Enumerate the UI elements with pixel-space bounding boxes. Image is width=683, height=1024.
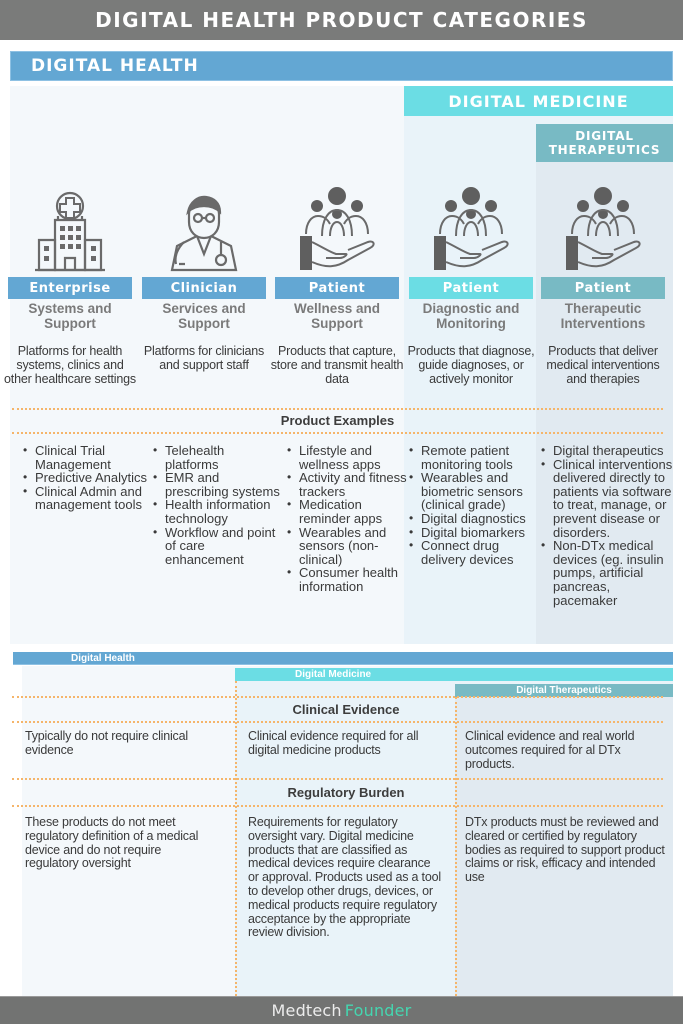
list-item: • Health information technology: [152, 498, 280, 525]
brand-name-part2: Founder: [344, 1001, 412, 1020]
divider: [12, 721, 663, 723]
category-description: Products that capture, store and transmit health data: [270, 344, 404, 386]
list-item: • EMR and prescribing systems: [152, 471, 280, 498]
examples-list-enterprise: [22, 444, 147, 512]
clinical-evidence-digital-therapeutics: Clinical evidence and real world outcomes required for al DTx products.: [465, 729, 635, 771]
patient-care-icon: [426, 186, 516, 274]
subtitle-line: Services and: [162, 301, 246, 316]
category-column-patient-wellness: [270, 186, 404, 386]
clinical-evidence-digital-medicine: Clinical evidence required for all digital medicine products: [248, 729, 419, 757]
category-subtitle: [275, 301, 399, 331]
subtitle-line: Systems and: [28, 301, 112, 316]
divider: [12, 805, 663, 807]
clinical-evidence-heading: Clinical Evidence: [292, 702, 400, 717]
regulatory-burden-digital-medicine: Requirements for regulatory oversight vary. Digital medicine products that are classified as medical devices require clearance or approval. Products used as a tool to develop other drugs, devices, or medical products require regulatory acceptance by the appropriate review division.: [248, 815, 441, 940]
regulatory-burden-digital-health: These products do not meet regulatory definition of a medical device and do not require regulatory oversight: [25, 815, 199, 871]
digital-medicine-banner: DIGITAL MEDICINE: [404, 86, 673, 116]
list-item: • Medication reminder apps: [286, 498, 408, 525]
category-description: Products that diagnose, guide diagnoses, or actively monitor: [407, 344, 535, 386]
digital-therapeutics-bar: Digital Therapeutics: [455, 684, 673, 697]
subtitle-line: Support: [311, 316, 363, 331]
patient-care-icon: [558, 186, 648, 274]
regulatory-burden-digital-therapeutics: DTx products must be reviewed and cleared or certified by regulatory bodies as required to support product claims or risk, efficacy and intended use: [465, 815, 665, 885]
subtitle-line: Support: [44, 316, 96, 331]
category-subtitle: [541, 301, 665, 331]
category-description: Platforms for health systems, clinics and other healthcare settings: [4, 344, 136, 386]
list-item: • Clinical Admin and management tools: [22, 485, 147, 512]
divider: [12, 696, 663, 698]
list-item: • Digital diagnostics: [408, 512, 534, 526]
examples-list-wellness: [286, 444, 408, 594]
subtitle-line: Wellness and: [293, 301, 381, 316]
clinical-evidence-digital-health: Typically do not require clinical evidence: [25, 729, 188, 757]
page-title: DIGITAL HEALTH PRODUCT CATEGORIES: [0, 0, 683, 40]
category-column-clinician: [142, 186, 266, 372]
category-subtitle: [409, 301, 533, 331]
examples-list-therapeutic: [540, 444, 674, 607]
list-item: • Workflow and point of care enhancement: [152, 526, 280, 567]
subtitle-line: Diagnostic and: [422, 301, 520, 316]
doctor-icon: [159, 186, 249, 274]
category-column-patient-diagnostic: [407, 186, 535, 386]
digital-health-banner: DIGITAL HEALTH: [10, 51, 673, 81]
examples-list-clinician: [152, 444, 280, 566]
list-item: • Non-DTx medical devices (eg. insulin pumps, artificial pancreas, pacemaker: [540, 539, 674, 607]
category-tag: Patient: [541, 277, 665, 299]
dtx-banner-line2: THERAPEUTICS: [548, 143, 661, 157]
footer-brand: [0, 996, 683, 1024]
list-item: • Clinical Trial Management: [22, 444, 147, 471]
list-item: • Telehealth platforms: [152, 444, 280, 471]
category-description: Platforms for clinicians and support staff: [143, 344, 265, 372]
category-tag: Patient: [275, 277, 399, 299]
list-item: • Wearables and biometric sensors (clinical grade): [408, 471, 534, 512]
category-subtitle: [8, 301, 132, 331]
brand-name-part1: Medtech: [271, 1001, 342, 1020]
digital-medicine-bar: Digital Medicine: [235, 668, 673, 681]
list-item: • Remote patient monitoring tools: [408, 444, 534, 471]
category-description: Products that deliver medical interventions and therapies: [546, 344, 660, 386]
category-subtitle: [142, 301, 266, 331]
subtitle-line: Therapeutic: [564, 301, 642, 316]
digital-therapeutics-banner: [536, 124, 673, 162]
list-item: • Predictive Analytics: [22, 471, 147, 485]
dtx-banner-line1: DIGITAL: [575, 129, 634, 143]
subtitle-line: Interventions: [560, 316, 646, 331]
category-tag: Clinician: [142, 277, 266, 299]
category-tag: Enterprise: [8, 277, 132, 299]
list-item: • Clinical interventions delivered directly to patients via software to treat, manage, or prevent disease or disorders.: [540, 458, 674, 540]
column-divider: [455, 697, 457, 996]
list-item: • Connect drug delivery devices: [408, 539, 534, 566]
category-column-enterprise: [4, 186, 136, 386]
list-item: • Lifestyle and wellness apps: [286, 444, 408, 471]
list-item: • Digital therapeutics: [540, 444, 674, 458]
divider: [12, 778, 663, 780]
examples-list-diagnostic: [408, 444, 534, 566]
regulatory-burden-heading: Regulatory Burden: [287, 785, 405, 800]
patient-care-icon: [292, 186, 382, 274]
divider: [12, 408, 663, 410]
product-examples-heading: Product Examples: [280, 413, 395, 428]
hospital-icon: [25, 186, 115, 274]
list-item: • Consumer health information: [286, 566, 408, 593]
digital-health-bar: Digital Health: [13, 652, 673, 665]
category-tag: Patient: [409, 277, 533, 299]
subtitle-line: Monitoring: [436, 316, 506, 331]
column-divider: [235, 681, 237, 996]
list-item: • Digital biomarkers: [408, 526, 534, 540]
divider: [12, 432, 663, 434]
category-column-patient-therapeutic: [541, 186, 665, 386]
list-item: • Activity and fitness trackers: [286, 471, 408, 498]
subtitle-line: Support: [178, 316, 230, 331]
list-item: • Wearables and sensors (non-clinical): [286, 526, 408, 567]
